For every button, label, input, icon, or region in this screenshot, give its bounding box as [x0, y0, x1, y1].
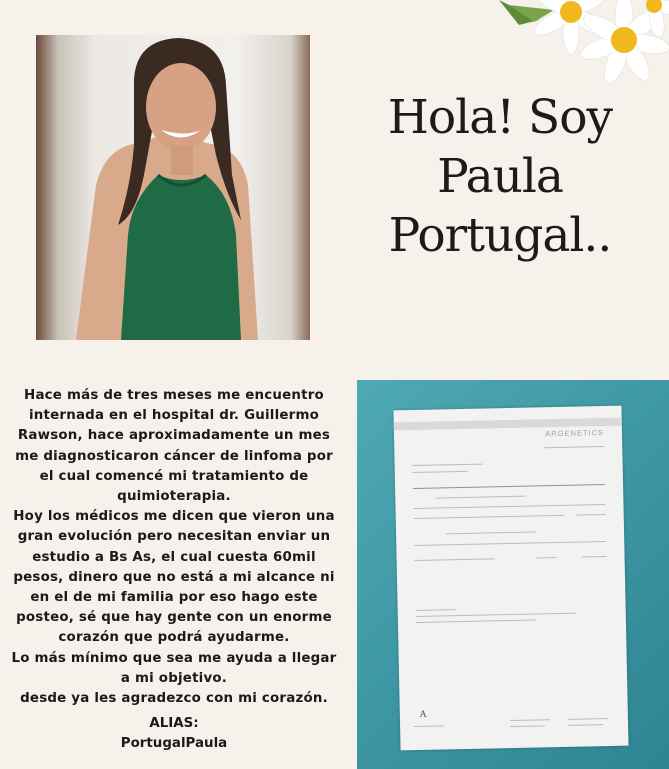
alias-label: ALIAS: — [149, 716, 199, 731]
message-line: Rawson, hace aproximadamente un mes — [17, 428, 331, 444]
message-line: gran evolución pero necesitan enviar un — [17, 529, 331, 545]
daisy-decoration — [499, 0, 669, 90]
message-text — [2, 386, 346, 709]
message-line: Lo más mínimo que sea me ayuda a llegar — [11, 650, 337, 666]
heading-line: Paula — [437, 149, 563, 204]
document-logo-icon: A — [419, 709, 427, 720]
message-line: quimioterapia. — [117, 489, 231, 505]
portrait-photo — [36, 35, 310, 340]
message-line: el cual comencé mi tratamiento de — [39, 468, 309, 484]
message-line: a mi objetivo. — [120, 670, 228, 686]
message-line: pesos, dinero que no está a mi alcance ni — [13, 569, 335, 585]
message-line: Hoy los médicos me dicen que vieron una — [13, 509, 335, 525]
heading-line: Portugal.. — [388, 208, 612, 263]
message-line: Hace más de tres meses me encuentro — [24, 388, 324, 403]
heading-line: Hola! Soy — [387, 90, 613, 145]
message-line: en el de mi familia por eso hago este — [30, 590, 318, 606]
alias-value: PortugalPaula — [120, 736, 228, 751]
message-line: corazón que podrá ayudarme. — [58, 630, 290, 646]
greeting-heading — [340, 88, 660, 265]
message-line: internada en el hospital dr. Guillermo — [29, 408, 319, 424]
document-brand: ARGENETICS — [545, 428, 605, 439]
alias-block — [2, 714, 346, 754]
message-line: me diagnosticaron cáncer de linfoma por — [15, 448, 333, 464]
message-line: posteo, sé que hay gente con un enorme — [16, 610, 332, 626]
message-line: desde ya les agradezco con mi corazón. — [20, 691, 328, 707]
document-photo — [357, 380, 669, 769]
medical-document — [393, 406, 628, 751]
message-line: estudio a Bs As, el cual cuesta 60mil — [32, 549, 316, 565]
